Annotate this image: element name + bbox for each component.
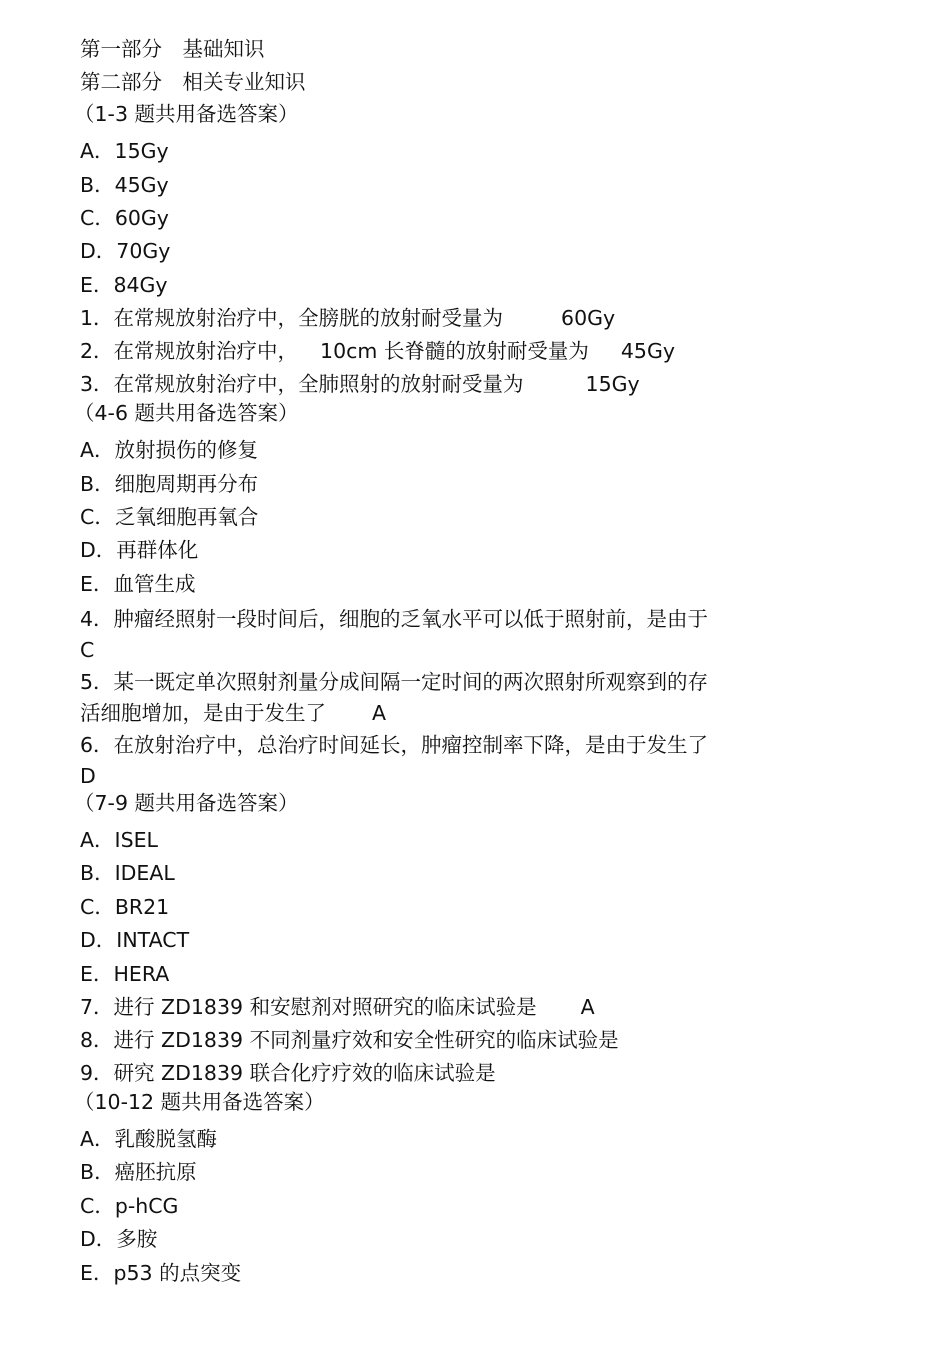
part-2-heading: 第二部分 相关专业知识: [80, 69, 306, 94]
group-2-option-e: E．血管生成: [80, 571, 196, 596]
group-3-option-e: E．HERA: [80, 961, 170, 986]
question-6-line-1: 6．在放射治疗中，总治疗时间延长，肿瘤控制率下降，是由于发生了: [80, 733, 709, 758]
question-7-answer: A: [580, 995, 595, 1020]
group-3-heading: （7-9 题共用备选答案）: [74, 791, 299, 816]
group-1-option-d: D．70Gy: [80, 239, 171, 264]
question-7-text: 7．进行 ZD1839 和安慰剂对照研究的临床试验是: [80, 995, 537, 1020]
question-3: [80, 371, 800, 400]
question-5-line-2: [80, 698, 800, 729]
question-3-text: 3．在常规放射治疗中，全肺照射的放射耐受量为: [80, 372, 524, 397]
question-5-answer: A: [372, 701, 387, 726]
question-2-answer: 45Gy: [620, 339, 675, 364]
question-1-answer: 60Gy: [561, 306, 616, 331]
question-8: 8．进行 ZD1839 不同剂量疗效和安全性研究的临床试验是: [80, 1028, 619, 1053]
group-3-option-a: A．ISEL: [80, 828, 158, 853]
question-1: [80, 305, 800, 338]
question-5-line-2-text: 活细胞增加，是由于发生了: [80, 701, 326, 726]
question-1-text: 1．在常规放射治疗中，全膀胱的放射耐受量为: [80, 306, 504, 331]
question-5-line-1: 5．某一既定单次照射剂量分成间隔一定时间的两次照射所观察到的存: [80, 670, 709, 695]
group-4-option-e: E．p53 的点突变: [80, 1260, 242, 1285]
group-2-heading: （4-6 题共用备选答案）: [74, 401, 299, 426]
group-4-option-c: C．p-hCG: [80, 1193, 179, 1218]
group-4-option-a: A．乳酸脱氢酶: [80, 1127, 218, 1152]
group-3-option-d: D．INTACT: [80, 928, 190, 953]
question-6: [80, 730, 800, 790]
question-4: [80, 604, 800, 667]
group-3-option-b: B．IDEAL: [80, 861, 175, 886]
question-4-answer: C: [80, 638, 95, 663]
question-9: 9．研究 ZD1839 联合化疗疗效的临床试验是: [80, 1061, 496, 1086]
group-1-option-e: E．84Gy: [80, 272, 168, 297]
group-4-heading: （10-12 题共用备选答案）: [74, 1090, 325, 1115]
group-1-option-b: B．45Gy: [80, 172, 169, 197]
question-2-text: 2．在常规放射治疗中，: [80, 339, 299, 364]
group-3-option-c: C．BR21: [80, 894, 170, 919]
question-6-answer: D: [80, 764, 96, 789]
question-5: [80, 667, 800, 730]
group-2-option-d: D．再群体化: [80, 538, 199, 563]
group-4-option-d: D．多胺: [80, 1227, 158, 1252]
group-2-option-c: C．乏氧细胞再氧合: [80, 504, 259, 529]
part-1-heading: 第一部分 基础知识: [80, 37, 265, 61]
document-page: [74, 36, 800, 1293]
group-2-option-a: A．放射损伤的修复: [80, 438, 259, 463]
group-1-option-a: A．15Gy: [80, 139, 169, 164]
group-2-option-b: B．细胞周期再分布: [80, 471, 259, 496]
question-7: [80, 994, 800, 1027]
question-2-text-mid: 10cm 长脊髓的放射耐受量为: [320, 339, 589, 364]
question-3-answer: 15Gy: [585, 372, 640, 397]
question-2: [80, 338, 800, 371]
group-1-option-c: C．60Gy: [80, 205, 169, 230]
group-1-heading: （1-3 题共用备选答案）: [74, 102, 299, 127]
question-4-line-1: 4．肿瘤经照射一段时间后，细胞的乏氧水平可以低于照射前，是由于: [80, 607, 709, 632]
group-4-option-b: B．癌胚抗原: [80, 1160, 197, 1185]
